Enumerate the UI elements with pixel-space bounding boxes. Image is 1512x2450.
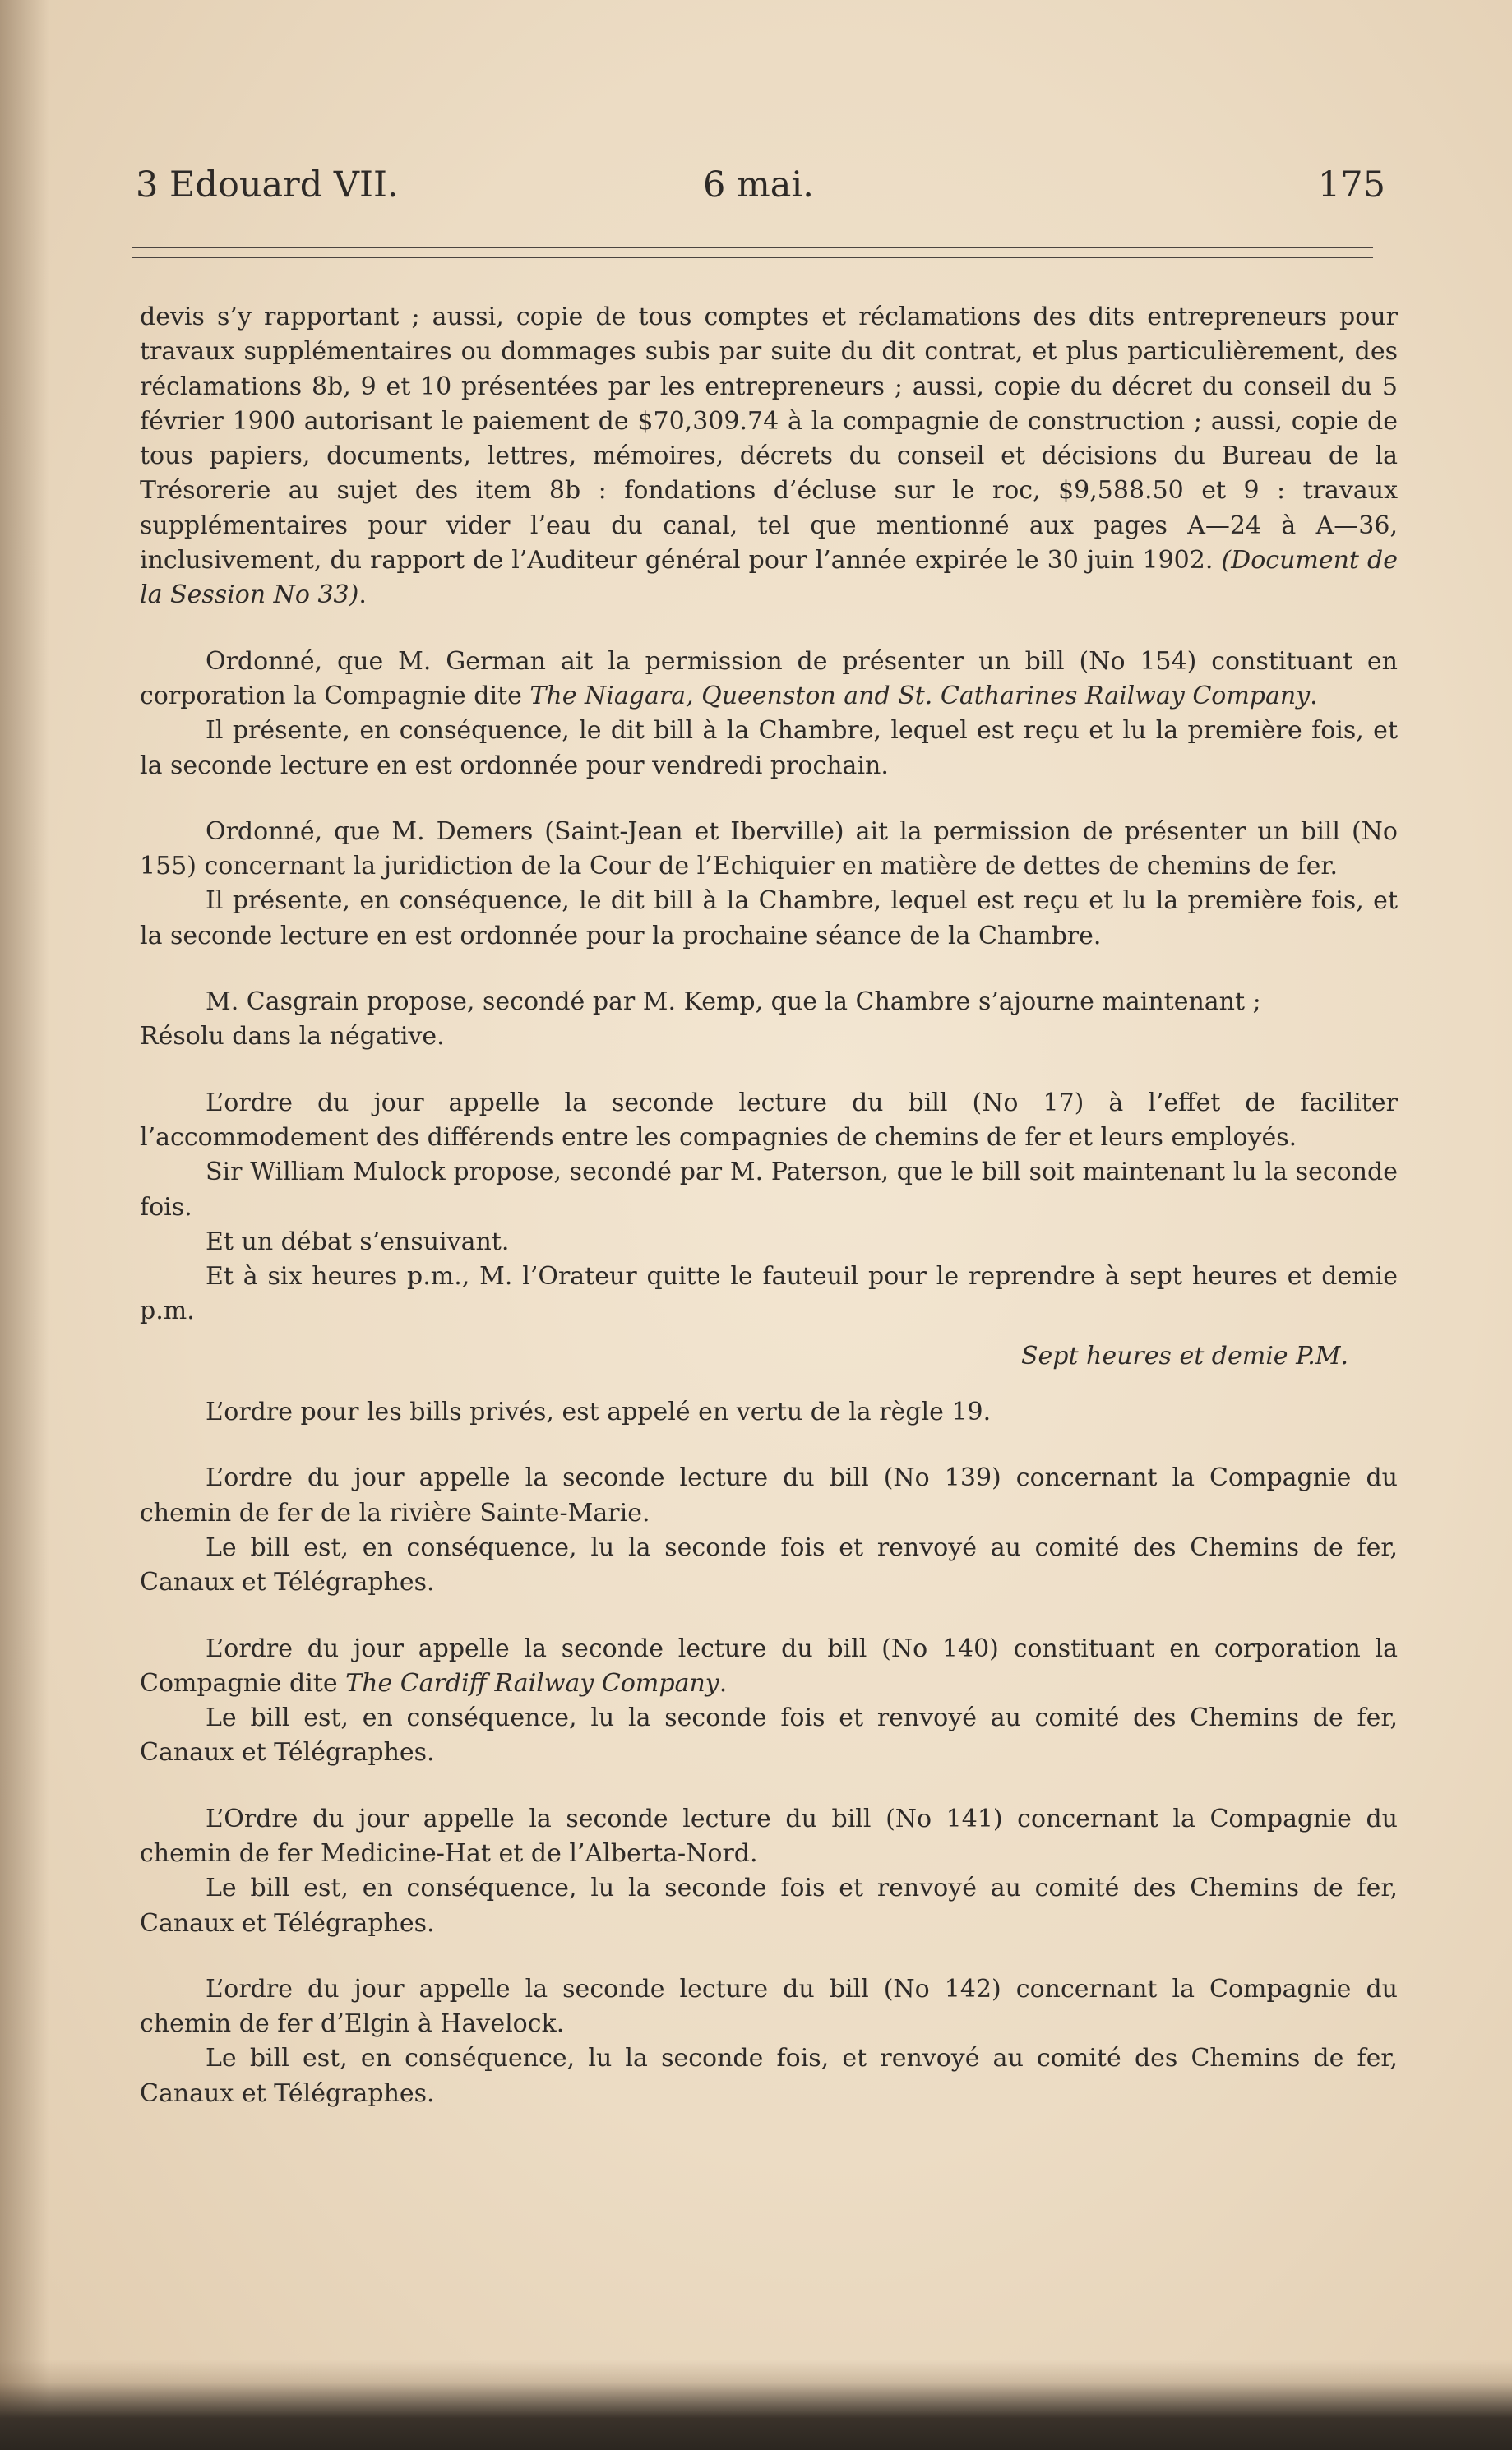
running-header xyxy=(136,164,1385,222)
paragraph-bill-154-reading: Il présente, en conséquence, le dit bill à la Chambre, lequel est reçu et lu la première fois, et la seconde lecture en est ordonnée pour vendredi prochain. xyxy=(140,716,1398,780)
document-reference: (Document de la Session No 33) xyxy=(140,546,1398,610)
paragraph-mulock-motion: Sir William Mulock propose, secondé par M. Paterson, que le bill soit maintenant lu la seconde fois. xyxy=(140,1158,1398,1222)
paragraph-adjournment-motion: M. Casgrain propose, secondé par M. Kemp, que la Chambre s’ajourne maintenant ; xyxy=(206,987,1261,1017)
paragraph-bill-155: Ordonné, que M. Demers (Saint-Jean et Iberville) ait la permission de présenter un bill (No 155) concernant la juridiction de la Cour de l’Echiquier en matière de dettes de chemins de fer. xyxy=(140,816,1398,881)
paragraph-bill-154: Ordonné, que M. German ait la permission de présenter un bill (No 154) constituant en corporation la Compagnie dite The Niagara, Queenston and St. Catharines Railway Company. xyxy=(140,646,1398,710)
paragraph-recess: Et à six heures p.m., M. l’Orateur quitte le fauteuil pour le reprendre à sept heures et demie p.m. xyxy=(140,1262,1398,1326)
paragraph-bill-17: L’ordre du jour appelle la seconde lecture du bill (No 17) à l’effet de faciliter l’accommodement des différends entre les compagnies de chemins de fer et leurs employés. xyxy=(140,1088,1398,1152)
paragraph-private-bills: L’ordre pour les bills privés, est appelé en vertu de la règle 19. xyxy=(206,1398,992,1427)
paragraph-bill-139: L’ordre du jour appelle la seconde lecture du bill (No 139) concernant la Compagnie du chemin de fer de la rivière Sainte-Marie. xyxy=(140,1463,1398,1528)
page-edge-shadow xyxy=(0,0,49,2450)
paragraph-bill-142-referral: Le bill est, en conséquence, lu la seconde fois, et renvoyé au comité des Chemins de fer, Canaux et Télégraphes. xyxy=(140,2044,1398,2108)
header-regnal-year: 3 Edouard VII. xyxy=(136,164,399,206)
paragraph-bill-141: L’Ordre du jour appelle la seconde lecture du bill (No 141) concernant la Compagnie du chemin de fer Medicine-Hat et de l’Alberta-Nord. xyxy=(140,1804,1398,1868)
paragraph-continued-motion: devis s’y rapportant ; aussi, copie de tous comptes et réclamations des dits entrepreneurs pour travaux supplémentaires ou dommages subis par suite du dit contrat, et plus particulièrement, des réclamations 8b, 9 et 10 présentées par les entrepreneurs ; aussi, copie du décret du conseil du 5 février 1900 autorisant le paiement de $70,309.74 à la compagnie de construction ; aussi, copie de tous papiers, documents, lettres, mémoires, décrets du conseil et décisions du Bureau de la Trésorerie au sujet des item 8b : fondations d’écluse sur le roc, $9,588.50 et 9 : travaux supplémentaires pour vider l’eau du canal, tel que mentionné aux pages A—24 à A—36, inclusivement, du rapport de l’Auditeur général pour l’année expirée le 30 juin 1902. (Document de la Session No 33). xyxy=(140,303,1398,610)
paragraph-bill-141-referral: Le bill est, en conséquence, lu la seconde fois et renvoyé au comité des Chemins de fer, Canaux et Télégraphes. xyxy=(140,1874,1398,1938)
page-bottom-shadow xyxy=(0,2360,1512,2450)
company-name: The Niagara, Queenston and St. Catharines Railway Company xyxy=(529,681,1311,710)
page-number: 175 xyxy=(1317,164,1385,206)
paragraph-bill-139-referral: Le bill est, en conséquence, lu la seconde fois et renvoyé au comité des Chemins de fer, Canaux et Télégraphes. xyxy=(140,1532,1398,1597)
header-date: 6 mai. xyxy=(703,164,814,206)
paragraph-resolution: Résolu dans la négative. xyxy=(140,1022,445,1052)
paragraph-bill-140: L’ordre du jour appelle la seconde lecture du bill (No 140) constituant en corporation la Compagnie dite The Cardiff Railway Company. xyxy=(140,1634,1398,1698)
company-name: The Cardiff Railway Company xyxy=(345,1668,719,1698)
header-rule-bottom xyxy=(132,257,1373,258)
paragraph-bill-140-referral: Le bill est, en conséquence, lu la seconde fois et renvoyé au comité des Chemins de fer, Canaux et Télégraphes. xyxy=(140,1703,1398,1768)
header-rule-top xyxy=(132,247,1373,248)
journal-body xyxy=(140,300,1398,2111)
paragraph-bill-155-reading: Il présente, en conséquence, le dit bill à la Chambre, lequel est reçu et lu la première fois, et la seconde lecture en est ordonnée pour la prochaine séance de la Chambre. xyxy=(140,886,1398,950)
paragraph-bill-142: L’ordre du jour appelle la seconde lecture du bill (No 142) concernant la Compagnie du chemin de fer d’Elgin à Havelock. xyxy=(140,1974,1398,2039)
paragraph-debate: Et un débat s’ensuivant. xyxy=(206,1227,510,1256)
time-heading: Sept heures et demie P.M. xyxy=(1020,1341,1348,1371)
